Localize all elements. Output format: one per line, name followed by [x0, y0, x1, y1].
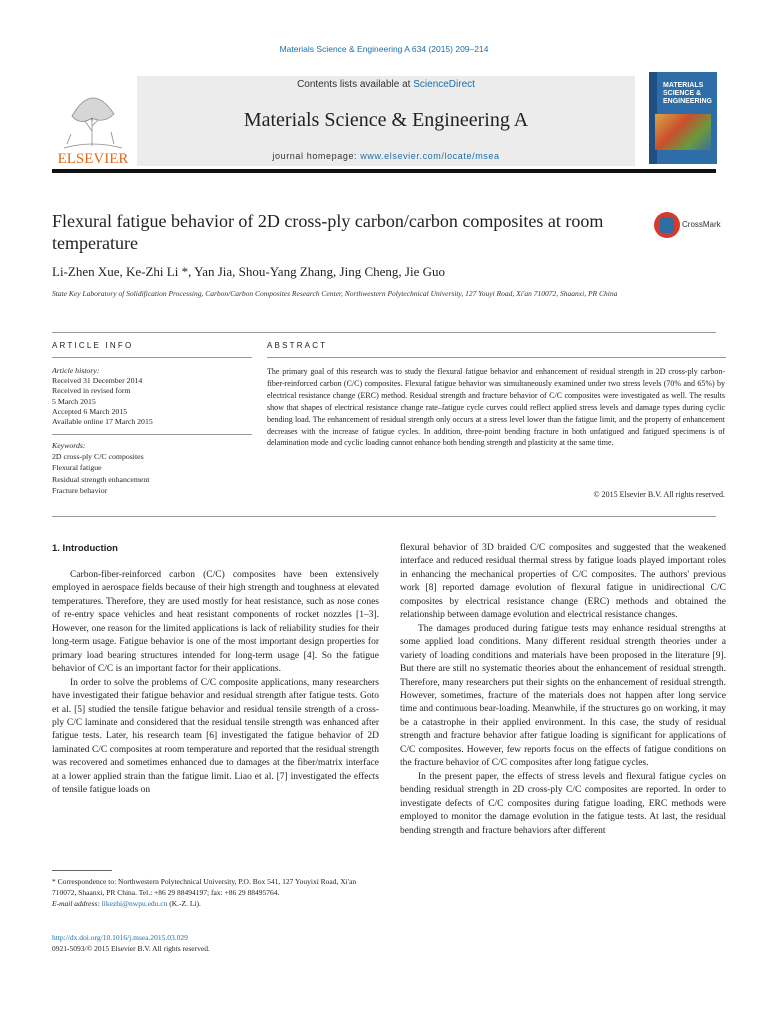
abstract-heading: ABSTRACT — [267, 341, 328, 350]
issn-line: 0921-5093/© 2015 Elsevier B.V. All rights reserved. — [52, 944, 210, 953]
crossmark-label: CrossMark — [682, 220, 721, 229]
footnote-address: * Correspondence to: Northwestern Polytechnical University, P.O. Box 541, 127 Youyixi Road, Xi'an 710072, Shaanxi, PR China. Tel.: +86 29 88494197; fax: +86 29 88495764. — [52, 877, 357, 897]
body-column-left — [52, 569, 379, 798]
keywords — [52, 440, 252, 496]
homepage-link[interactable]: www.elsevier.com/locate/msea — [360, 151, 500, 161]
doi-block — [52, 932, 379, 954]
abstract-text: The primary goal of this research was to study the flexural fatigue behavior and enhancement of residual strength in 2D cross-ply carbon-fiber-reinforced carbon (C/C) composites. Flexural fatigue behavior was simultaneously examined under two stress levels (70% and 65%) by electrical resistance change (ERC) method. Residual strength and fracture behavior of C/C composites were investigated as well. The results show that shapes of electrical resistance change rate–fatigue cycle curves could reflect applied stress levels and damage types during cyclic bending load. The enhancement of residual strength only occurs at a stress level lower than the fatigue limit, and the property of enhancement decreases with the increase of fatigue cycles. In addition, three-point bending fracture in both unfatigued and fatigued specimens is of delamination mode and cyclic loading cannot enhance both bending strength and plasticity at the same time. — [267, 367, 725, 448]
intro-heading: 1. Introduction — [52, 543, 118, 554]
cover-title: MATERIALS SCIENCE & ENGINEERING — [663, 82, 713, 105]
article-info-rule — [52, 357, 252, 358]
homepage-prefix: journal homepage: — [272, 151, 361, 161]
crossmark-badge[interactable] — [654, 212, 734, 240]
keyword-item: Flexural fatigue — [52, 463, 102, 473]
elsevier-logo — [52, 76, 134, 166]
cover-artwork — [655, 114, 711, 150]
doi-link[interactable]: http://dx.doi.org/10.1016/j.msea.2015.03.029 — [52, 933, 188, 942]
sciencedirect-link[interactable]: ScienceDirect — [413, 79, 475, 90]
article-title: Flexural fatigue behavior of 2D cross-ply carbon/carbon composites at room temperature — [52, 211, 604, 253]
article-info-heading: ARTICLE INFO — [52, 341, 134, 350]
body-paragraph: flexural behavior of 3D braided C/C composites and suggested that the weakened interface and reduced residual thermal stress by fatigue loads played important roles in enhancing the mechanical properties of C/C composites. The authors' previous work [8] reported damage evolution of flexural fatigue in unidirectional C/C composites by electrical resistance change (ERC) methods and obtained the relationship between damage evolution and electrical resistance changes. — [400, 543, 726, 621]
email-label: E-mail address: — [52, 899, 102, 908]
elsevier-wordmark: ELSEVIER — [57, 151, 129, 166]
keywords-rule — [52, 434, 252, 435]
homepage-line — [137, 151, 635, 161]
history-item: Received in revised form — [52, 386, 131, 396]
keyword-item: Residual strength enhancement — [52, 474, 150, 484]
body-paragraph: In the present paper, the effects of stress levels and flexural fatigue cycles on bending residual strength in 2D cross-ply C/C composites are reported. In order to investigate defects of C/C composites during fatigue loading, ERC methods were employed to monitor the damage evolution in the fatigue tests. At last, the residual bending strength and fracture behaviors after different — [400, 771, 726, 836]
crossmark-icon-inner — [660, 217, 674, 233]
section-rule — [52, 332, 716, 333]
abstract-copyright: © 2015 Elsevier B.V. All rights reserved. — [593, 490, 725, 499]
history-label: Article history: — [52, 366, 100, 375]
journal-citation[interactable]: Materials Science & Engineering A 634 (2015) 209–214 — [279, 44, 489, 54]
keyword-item: 2D cross-ply C/C composites — [52, 452, 144, 462]
correspondence-footnote — [52, 876, 379, 909]
abstract-rule — [267, 357, 726, 358]
affiliation: State Key Laboratory of Solidification Processing, Carbon/Carbon Composites Research Center, Northwestern Polytechnical University, 127 Youyi Road, Xi'an 710072, Shaanxi, PR China — [52, 289, 618, 298]
contents-line — [137, 79, 635, 90]
author-list: Li-Zhen Xue, Ke-Zhi Li *, Yan Jia, Shou-Yang Zhang, Jing Cheng, Jie Guo — [52, 264, 445, 279]
article-history — [52, 366, 252, 427]
contents-prefix: Contents lists available at — [297, 79, 414, 90]
email-suffix: (K.-Z. Li). — [167, 899, 201, 908]
journal-title: Materials Science & Engineering A — [243, 109, 529, 131]
journal-cover-image[interactable] — [649, 72, 717, 164]
body-paragraph: The damages produced during fatigue tests may enhance residual strengths at some applied load conditions. Many different residual strength theories under a variety of loading conditions and materials have been proposed in the literature [9]. But there are still no systematic theories about the enhancement of residual strength. Therefore, many researchers put their sights on the enhancement of residual strength. However, sometimes, fracture of the materials does not happen after long service time and continuous bear-loading. Meanwhile, if the structures go on working, it may be a catastrophe in their applied environment. In this case, the study of residual strength and fracture behavior after fatigue loading is significant for applications of C/C composites. However, few reports focus on the effects of fatigue conditions on the fracture behavior of C/C composites after long fatigue cycles. — [400, 623, 726, 769]
history-item: Received 31 December 2014 — [52, 376, 143, 386]
body-paragraph: In order to solve the problems of C/C composite applications, many researchers have investigated their fatigue behavior and residual strength after fatigue tests. Goto et al. [5] studied the tensile fatigue behavior and residual tensile strength of a cross-ply C/C laminate and considered that the residual tensile strength was enhanced after fatigue tests. Later, his research team [6] investigated the fatigue behavior of 2D laminated C/C composites at room temperature and reported that the residual strength was recovered and sometimes enhanced due to damages at the fiber/matrix interface at a lower applied strain than the fatigue limit. Liao et al. [7] investigated the effects of tensile fatigue loads on — [52, 677, 379, 796]
header-rule — [52, 169, 716, 173]
keyword-item: Fracture behavior — [52, 485, 108, 495]
abstract-bottom-rule — [52, 516, 716, 517]
history-item: Accepted 6 March 2015 — [52, 406, 128, 416]
footnote-rule — [52, 870, 112, 871]
footnote-email-line — [52, 898, 379, 909]
history-item: Available online 17 March 2015 — [52, 417, 153, 427]
email-link[interactable]: likezhi@nwpu.edu.cn — [101, 899, 168, 908]
history-item: 5 March 2015 — [52, 396, 96, 406]
body-column-right — [400, 542, 726, 838]
keywords-label: Keywords: — [52, 441, 86, 450]
body-paragraph: Carbon-fiber-reinforced carbon (C/C) composites have been extensively employed in aerospace fields because of their high strength and toughness at elevated temperatures. Therefore, they are used mostly for heat resistance, such as nose cones of re-entry space vehicles and heat resistant components of rocket nozzles [1–3]. However, one reason for the limited applications is lack of reliability studies for their long-term usage. Fatigue behavior is one of the most important design properties for primary load bearing structures intended for long-term usage [4]. So the fatigue behavior of C/C is an important factor for their applications. — [52, 570, 379, 675]
